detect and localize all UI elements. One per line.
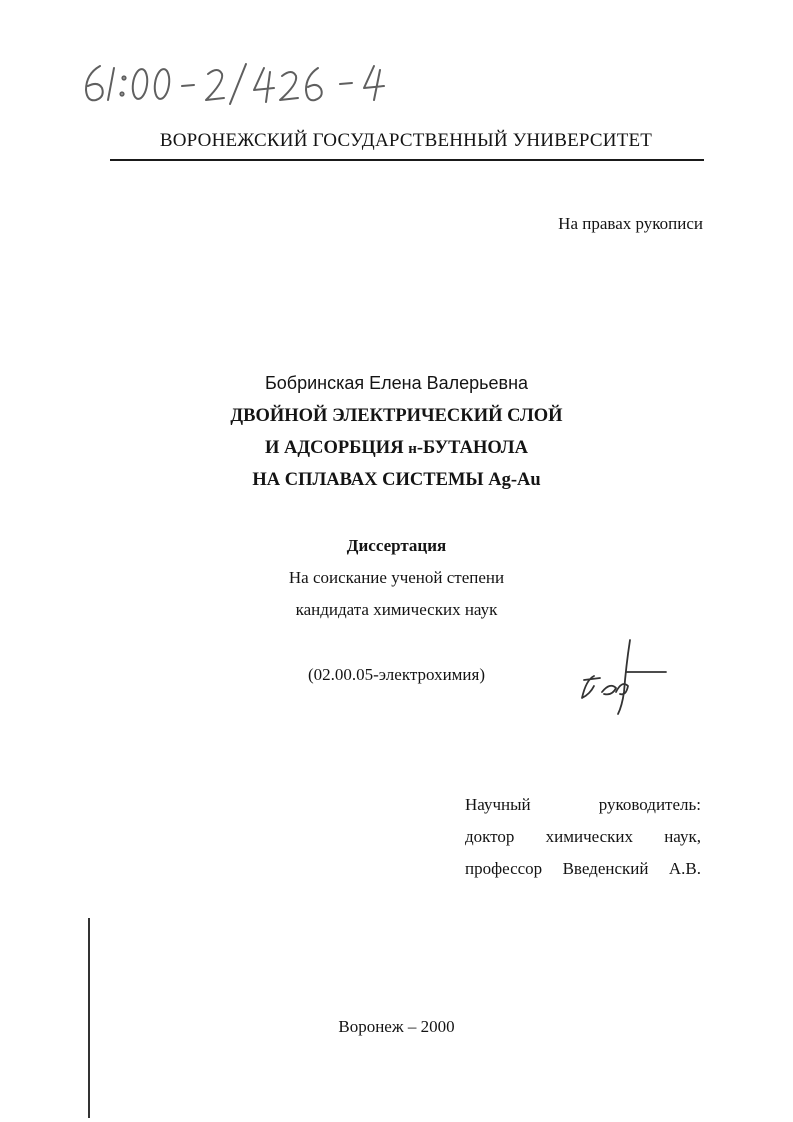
dissertation-title-line-1: ДВОЙНОЙ ЭЛЕКТРИЧЕСКИЙ СЛОЙ xyxy=(230,406,563,426)
supervisor-line-2 xyxy=(465,827,701,847)
handwritten-catalog-number xyxy=(78,52,418,112)
dissertation-title-line-3: НА СПЛАВАХ СИСТЕМЫ Ag-Au xyxy=(252,470,541,490)
title-line-2-part-c: -БУТАНОЛА xyxy=(416,438,528,458)
supervisor-word: профессор xyxy=(465,859,543,878)
scan-margin-line xyxy=(88,918,90,1118)
supervisor-word: Научный xyxy=(465,795,531,814)
supervisor-word: доктор xyxy=(465,827,515,846)
university-name: ВОРОНЕЖСКИЙ ГОСУДАРСТВЕННЫЙ УНИВЕРСИТЕТ xyxy=(159,130,653,151)
supervisor-word: Введенский xyxy=(562,859,649,878)
supervisor-line-1 xyxy=(465,795,701,815)
supervisor-word: А.В. xyxy=(668,859,701,878)
document-type: Диссертация xyxy=(346,536,447,555)
author-name: Бобринская Елена Валерьевна xyxy=(264,373,529,393)
degree-line-1: На соискание ученой степени xyxy=(288,568,505,587)
dissertation-title-line-2 xyxy=(0,438,793,459)
header-divider xyxy=(110,159,704,161)
title-line-2-part-b: н xyxy=(408,441,417,457)
supervisor-word: руководитель: xyxy=(598,795,701,814)
manuscript-rights-note: На правах рукописи xyxy=(558,214,703,233)
supervisor-line-3 xyxy=(465,859,701,879)
degree-line-2: кандидата химических наук xyxy=(295,600,498,619)
supervisor-word: химических xyxy=(545,827,633,846)
supervisor-word: наук, xyxy=(664,827,701,846)
title-line-2-part-a: И АДСОРБЦИЯ xyxy=(265,438,409,458)
city-and-year: Воронеж – 2000 xyxy=(338,1017,455,1036)
specialty-code: (02.00.05-электрохимия) xyxy=(307,665,486,684)
signature xyxy=(572,636,672,718)
